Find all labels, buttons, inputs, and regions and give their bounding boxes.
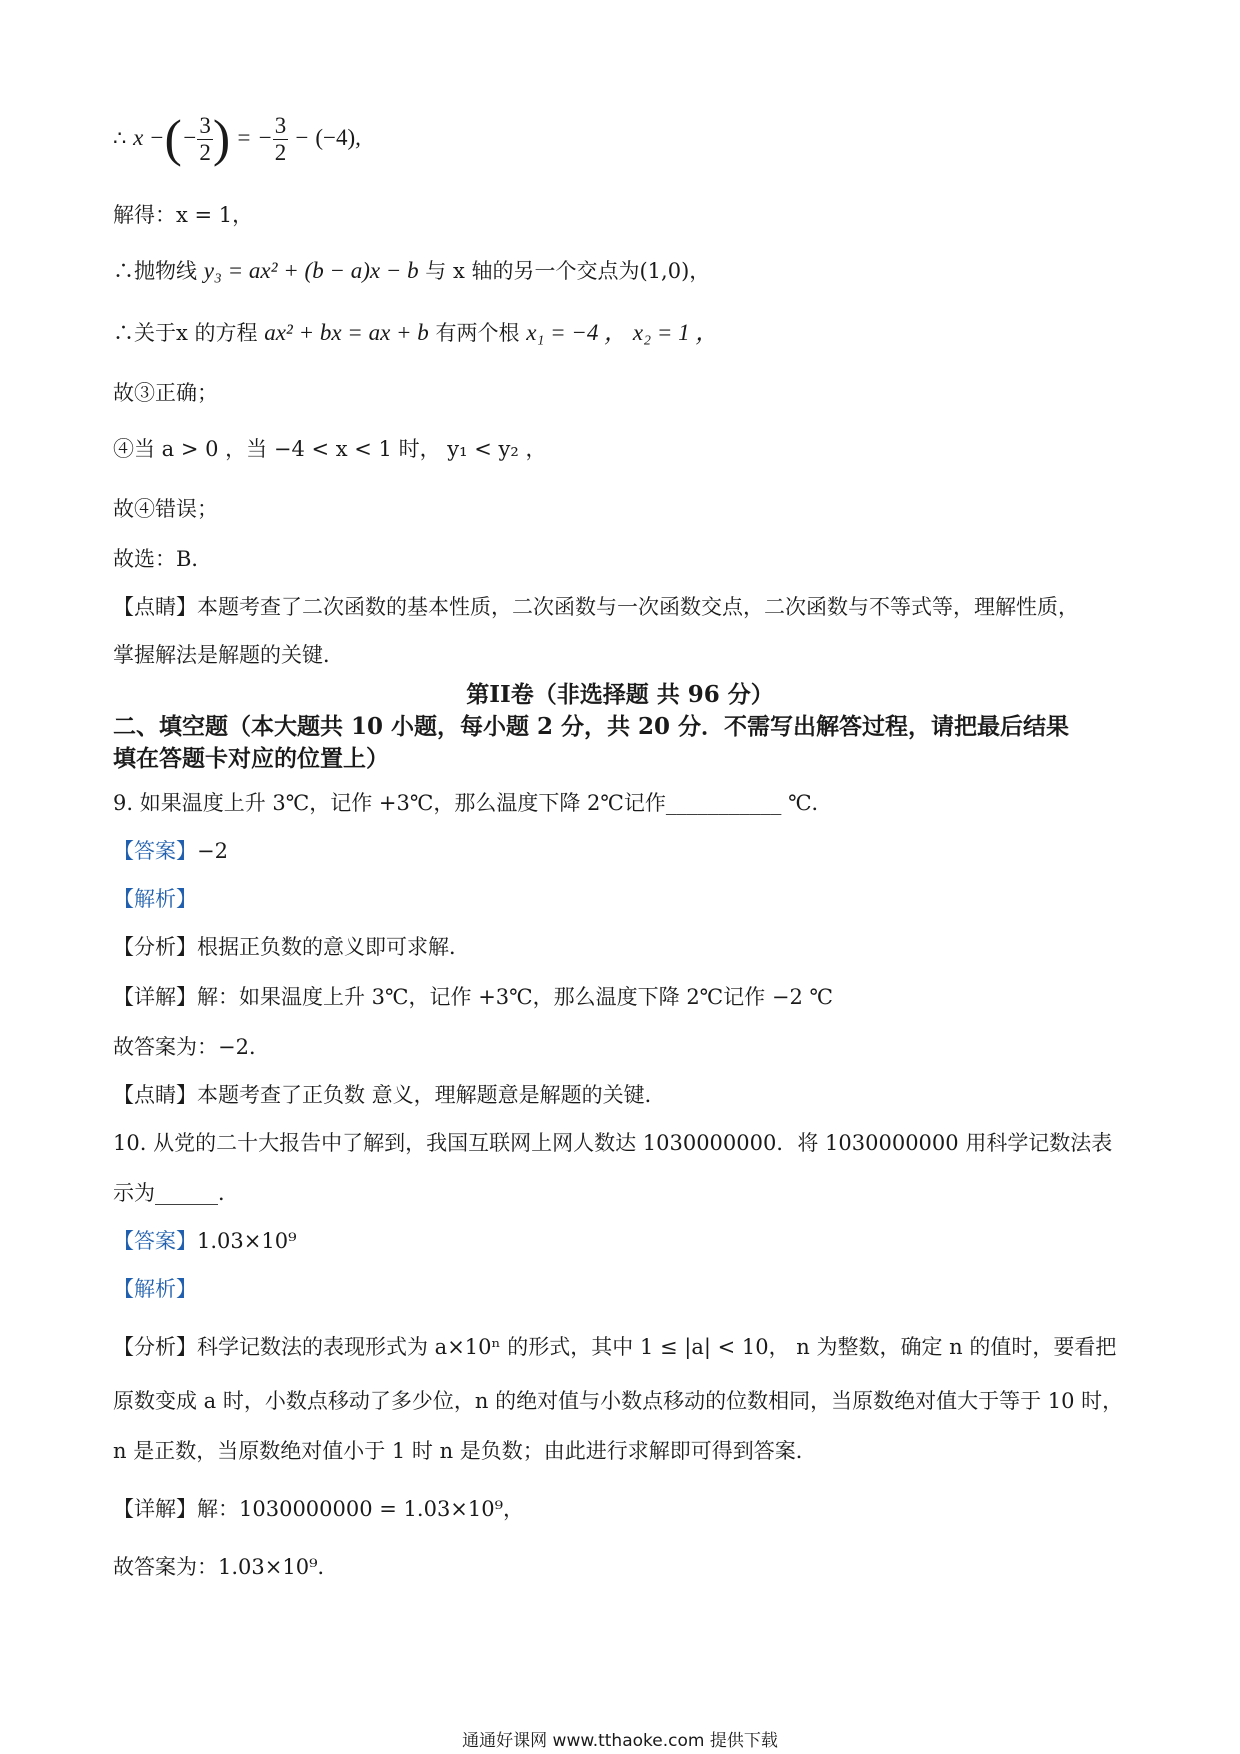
answer-tag: 【答案】 xyxy=(113,1229,197,1253)
q10-answer: 【答案】1.03×10⁹ xyxy=(113,1229,297,1253)
roots: x₁ = −4 ， x₂ = 1 ， xyxy=(526,320,719,345)
q9-xiangjie: 【详解】解：如果温度上升 3℃，记作 +3℃，那么温度下降 2℃记作 −2 ℃ xyxy=(113,985,833,1009)
question-10-line-1: 10. 从党的二十大报告中了解到，我国互联网上网人数达 1030000000．将 1030000000 用科学记数法表 xyxy=(113,1131,1113,1155)
question-10-line-2: 示为______． xyxy=(113,1181,239,1205)
text-line-8: 故选：B． xyxy=(113,547,213,571)
q9-dianjing: 【点睛】本题考查了正负数 意义，理解题意是解题的关键． xyxy=(113,1083,666,1107)
q10-fenxi-3: n 是正数，当原数绝对值小于 1 时 n 是负数；由此进行求解即可得到答案． xyxy=(113,1439,817,1463)
q10-analysis-tag: 【解析】 xyxy=(113,1277,197,1301)
equation-line-1 xyxy=(113,108,1140,172)
equation-1: x −(− $\frac{3}{2}$ ) = − $\frac{3}{2}$ − (−4), xyxy=(133,110,361,168)
therefore-symbol: ∴ xyxy=(113,126,127,150)
text-line-3: ∴抛物线 y₃ = ax² + (b − a)x − b 与 x 轴的另一个交点为(1,0)， xyxy=(113,258,711,283)
q10-fenxi-2: 原数变成 a 时，小数点移动了多少位，n 的绝对值与小数点移动的位数相同，当原数绝对值大于等于 10 时， xyxy=(113,1389,1124,1413)
text-line-2: 解得：x = 1， xyxy=(113,203,254,227)
section-heading-2: 填在答题卡对应的位置上） xyxy=(113,745,389,772)
section-title: 第II卷（非选择题 共 96 分） xyxy=(466,681,774,708)
section-heading-1: 二、填空题（本大题共 10 小题，每小题 2 分，共 20 分．不需写出解答过程，请把最后结果 xyxy=(113,713,1070,740)
text-line-7: 故④错误； xyxy=(113,497,218,521)
q10-xiangjie: 【详解】解：1030000000 = 1.03×10⁹， xyxy=(113,1497,525,1521)
comment-tag: 【点睛】 xyxy=(113,595,197,619)
comment-line-2: 掌握解法是解题的关键． xyxy=(113,643,344,667)
q10-final: 故答案为：1.03×10⁹． xyxy=(113,1555,339,1579)
parabola-equation: y₃ = ax² + (b − a)x − b xyxy=(203,258,419,283)
answer-tag: 【答案】 xyxy=(113,839,197,863)
text-line-6: ④当 a > 0 ，当 −4 < x < 1 时， y₁ < y₂ ， xyxy=(113,437,547,461)
text-line-4: ∴关于x 的方程 ax² + bx = ax + b 有两个根 x₁ = −4 ， x₂ = 1 ， xyxy=(113,320,719,345)
page-footer: 通通好课网 www.tthaoke.com 提供下载 xyxy=(462,1731,778,1751)
q9-analysis-tag: 【解析】 xyxy=(113,887,197,911)
quadratic-equation: ax² + bx = ax + b xyxy=(264,320,429,345)
q9-answer: 【答案】−2 xyxy=(113,839,228,863)
text-line-5: 故③正确； xyxy=(113,381,218,405)
q9-fenxi: 【分析】根据正负数的意义即可求解． xyxy=(113,935,470,959)
comment-line-1: 【点睛】本题考查了二次函数的基本性质，二次函数与一次函数交点，二次函数与不等式等，理解性质， xyxy=(113,595,1079,619)
q9-final: 故答案为：−2． xyxy=(113,1035,270,1059)
question-9: 9. 如果温度上升 3℃，记作 +3℃，那么温度下降 2℃记作___________ ℃． xyxy=(113,791,833,815)
q10-fenxi-1: 【分析】科学记数法的表现形式为 a×10ⁿ 的形式，其中 1 ≤ |a| < 10， n 为整数，确定 n 的值时，要看把 xyxy=(113,1335,1117,1359)
